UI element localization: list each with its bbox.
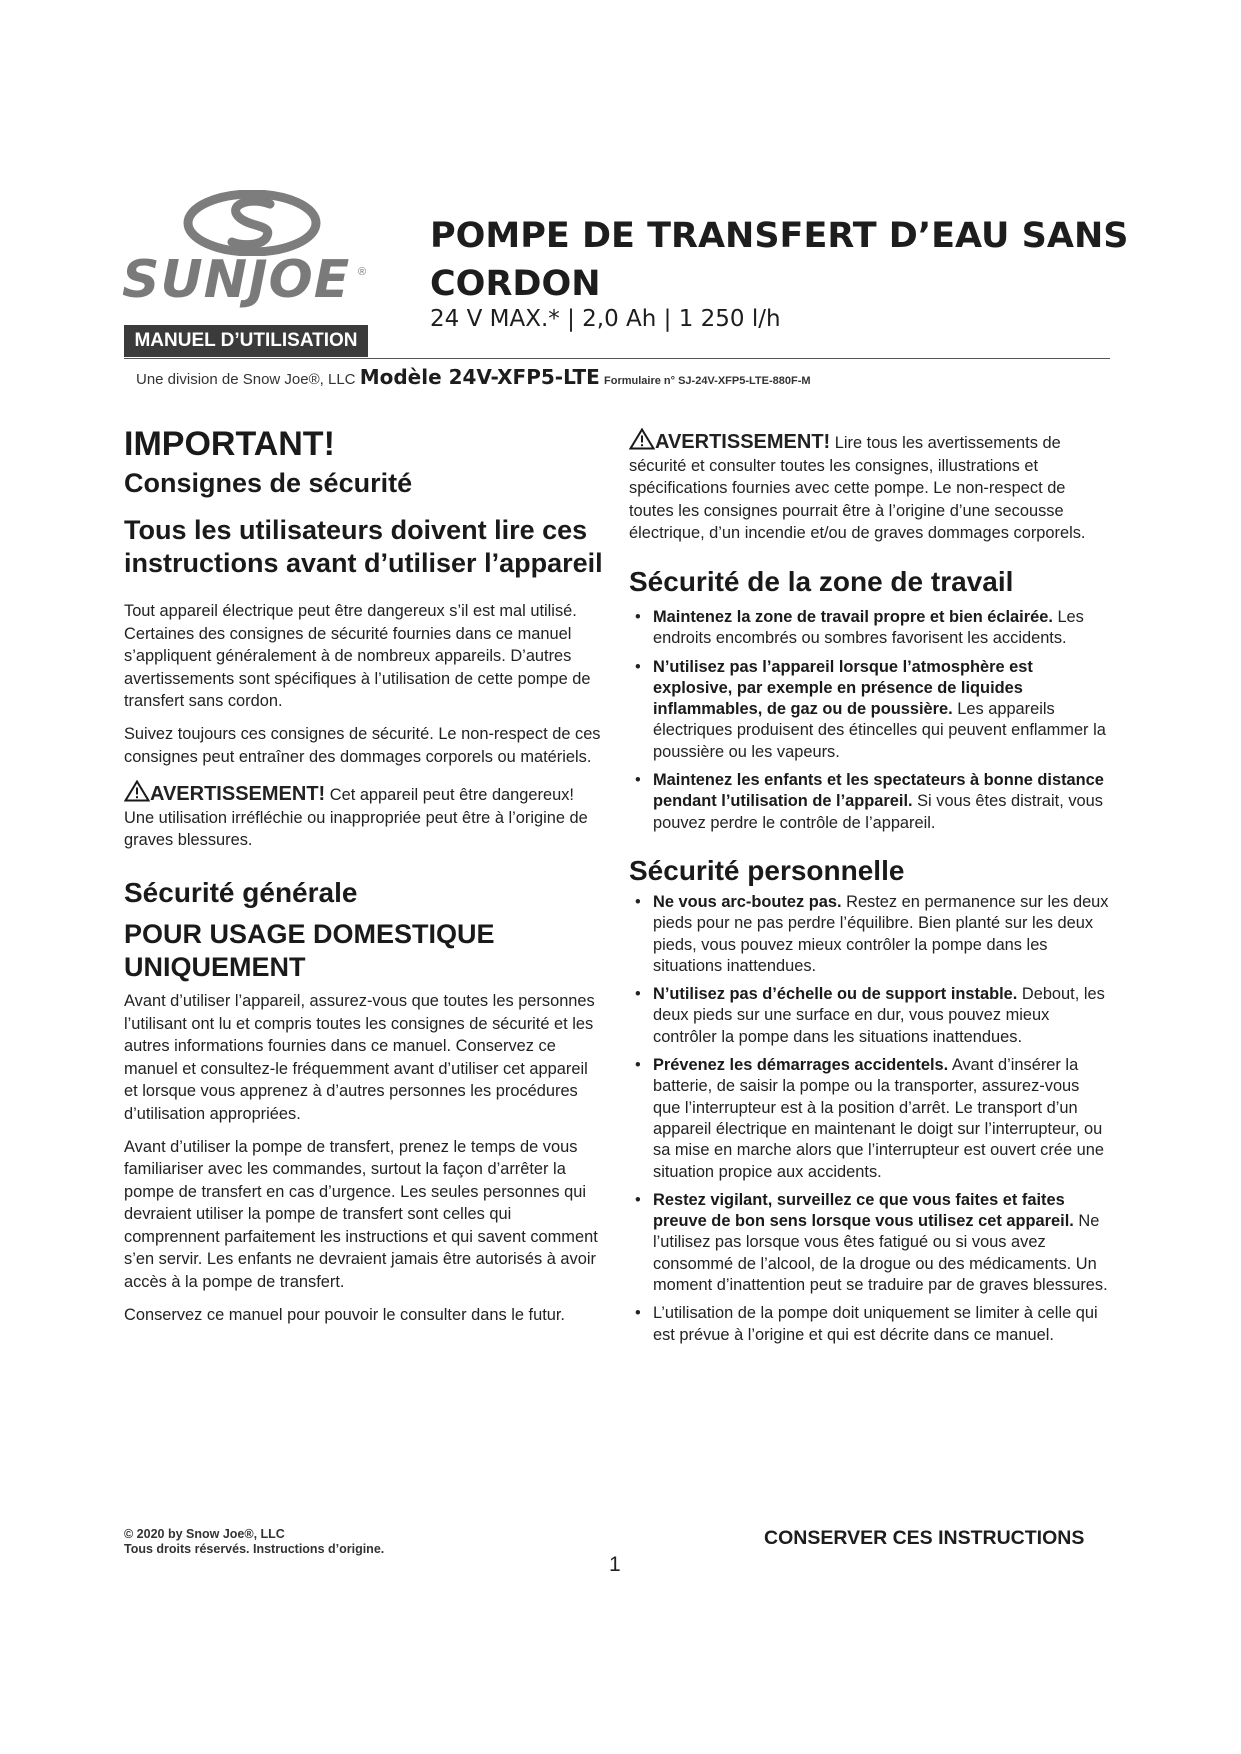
- list-item: • Ne vous arc-boutez pas. Restez en permanence sur les deux pieds pour ne pas perdre l’équilibre. Bien planté sur les deux pieds, vous pouvez mieux contrôler la pompe dans les situations inattendues.: [629, 892, 1111, 977]
- before-use-paragraph: Avant d’utiliser l’appareil, assurez-vous que toutes les personnes l’utilisant ont lu et compris toutes les consignes de sécurité et les autres informations fournies dans ce manuel. Conservez ce manuel et consultez-le fréquemment avant d’utiliser cet appareil et lorsque vous apprenez à d’autres personnes les procédures d’utilisation appropriées.: [124, 991, 595, 1123]
- left-column: [124, 424, 604, 1326]
- work-area-heading: Sécurité de la zone de travail: [629, 565, 1014, 597]
- rights-line: Tous droits réservés. Instructions d’origine.: [124, 1542, 385, 1556]
- warning-word: AVERTISSEMENT!: [150, 783, 326, 806]
- general-safety-heading: Sécurité générale: [124, 876, 358, 908]
- right-warning-paragraph: [629, 428, 1111, 545]
- warning-triangle-icon: [124, 780, 150, 802]
- domestic-use-heading: POUR USAGE DOMESTIQUE UNIQUEMENT: [124, 918, 495, 982]
- page-number: 1: [609, 1553, 621, 1576]
- list-item: • Prévenez les démarrages accidentels. Avant d’insérer la batterie, de saisir la pompe ou la transporter, assurez-vous que l’interrupteur est à la position d’arrêt. Le transport d’un appareil électrique en maintenant le doigt sur l’interrupteur, ou sa mise en marche alors que l’interrupteur est ouvert crée une situation propice aux accidents.: [629, 1055, 1111, 1183]
- document-subtitle: 24 V MAX.* | 2,0 Ah | 1 250 l/h: [430, 306, 781, 332]
- right-column: [629, 424, 1111, 1346]
- header-divider: [124, 358, 1110, 359]
- registered-mark: ®: [358, 266, 367, 278]
- list-item: • Maintenez les enfants et les spectateurs à bonne distance pendant l’utilisation de l’appareil. Si vous êtes distrait, vous pouvez perdre le contrôle de l’appareil.: [629, 770, 1111, 834]
- list-item: • Maintenez la zone de travail propre et bien éclairée. Les endroits encombrés ou sombres favorisent les accidents.: [629, 607, 1111, 650]
- document-title: POMPE DE TRANSFERT D’EAU SANS CORDON: [430, 216, 1129, 304]
- follow-paragraph: Suivez toujours ces consignes de sécurité. Le non-respect de ces consignes peut entraîner des dommages corporels ou matériels.: [124, 724, 601, 766]
- division-text: Une division de Snow Joe®, LLC: [136, 371, 356, 388]
- warning-text: Lire tous les avertissements de sécurité et consulter toutes les consignes, illustrations et spécifications fournies avec cette pompe. Le non-respect de toutes les consignes pourrait être à l’origine d’une secousse électrique, d’un incendie et/ou de graves dommages corporels.: [629, 434, 1086, 543]
- warning-triangle-icon: [629, 428, 655, 450]
- list-item: • N’utilisez pas l’appareil lorsque l’atmosphère est explosive, par exemple en présence de liquides inflammables, de gaz ou de poussière. Les appareils électriques produisent des étincelles qui peuvent enflammer la poussière ou les vapeurs.: [629, 657, 1111, 763]
- keep-instructions: CONSERVER CES INSTRUCTIONS: [764, 1527, 1085, 1549]
- work-area-list: [629, 607, 1111, 834]
- model-number: Modèle 24V-XFP5-LTE: [359, 365, 600, 389]
- logo-wordmark: SUNJOE: [122, 250, 351, 310]
- list-item: • Restez vigilant, surveillez ce que vous faites et faites preuve de bon sens lorsque vous utilisez cet appareil. Ne l’utilisez pas lorsque vous êtes fatigué ou si vous avez consommé de l’alcool, de la drogue ou des médicaments. Un moment d’inattention peut se traduire par de graves blessures.: [629, 1190, 1111, 1296]
- safety-heading: Consignes de sécurité: [124, 468, 413, 498]
- copyright-block: [124, 1527, 384, 1557]
- intro-paragraph: Tout appareil électrique peut être dangereux s’il est mal utilisé. Certaines des consignes de sécurité fournies dans ce manuel s’appliquent généralement à de nombreux appareils. D’autres avertissements sont spécifiques à l’utilisation de cette pompe de transfert sans cordon.: [124, 602, 591, 711]
- sunjoe-logo: [122, 190, 372, 312]
- warning-text: Cet appareil peut être dangereux! Une utilisation irréfléchie ou inappropriée peut être à l’origine de graves blessures.: [124, 786, 588, 850]
- all-users-heading: Tous les utilisateurs doivent lire ces instructions avant d’utiliser l’appareil: [124, 515, 603, 578]
- list-item: • N’utilisez pas d’échelle ou de support instable. Debout, les deux pieds sur une surface en dur, vous pouvez mieux contrôler la pompe dans les situations inattendues.: [629, 984, 1111, 1048]
- sunjoe-swirl-icon: [182, 190, 322, 256]
- list-item: • L’utilisation de la pompe doit uniquement se limiter à celle qui est prévue à l’origine et qui est décrite dans ce manuel.: [629, 1303, 1111, 1346]
- copyright-line: © 2020 by Snow Joe®, LLC: [124, 1527, 285, 1541]
- division-line: [136, 365, 811, 389]
- manual-badge: MANUEL D’UTILISATION: [124, 325, 368, 357]
- keep-manual-paragraph: Conservez ce manuel pour pouvoir le consulter dans le futur.: [124, 1305, 565, 1324]
- personal-safety-list: [629, 892, 1111, 1346]
- personal-safety-heading: Sécurité personnelle: [629, 854, 905, 886]
- form-number: Formulaire n° SJ-24V-XFP5-LTE-880F-M: [604, 375, 811, 387]
- warning-paragraph: [124, 780, 604, 852]
- controls-paragraph: Avant d’utiliser la pompe de transfert, prenez le temps de vous familiariser avec les commandes, surtout la façon d’arrêter la pompe de transfert en cas d’urgence. Les seules personnes qui devraient utiliser la pompe de transfert sont celles qui comprennent parfaitement les instructions et qui savent comment s’en servir. Les enfants ne devraient jamais être autorisés à avoir accès à la pompe de transfert.: [124, 1137, 598, 1292]
- important-heading: IMPORTANT!: [124, 425, 335, 463]
- warning-word: AVERTISSEMENT!: [655, 431, 831, 453]
